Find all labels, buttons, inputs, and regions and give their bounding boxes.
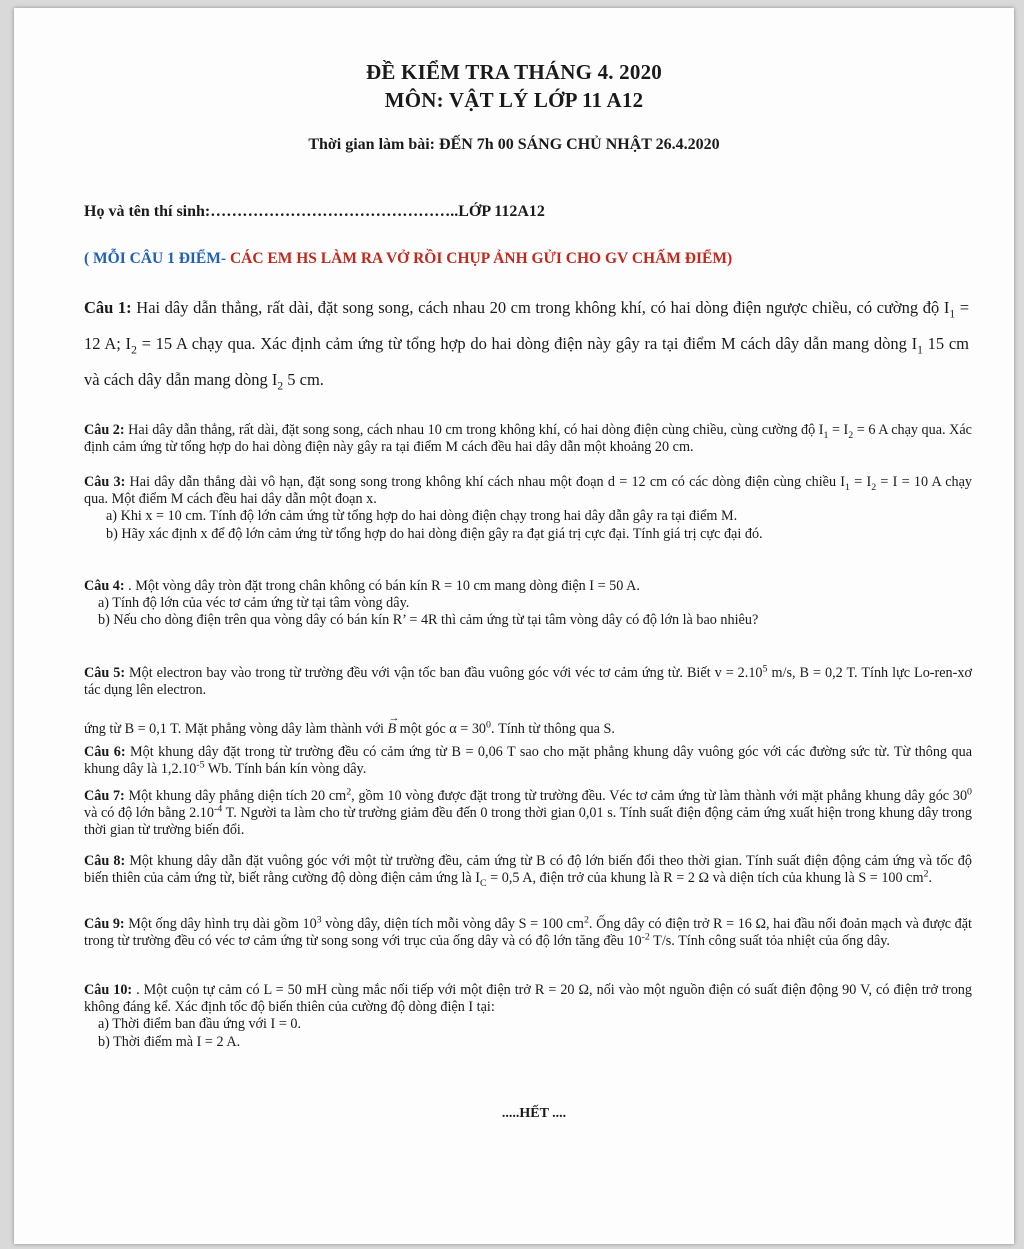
question-7: Câu 7: Một khung dây phẳng diện tích 20 $cm^2$, gồm 10 vòng được đặt trong từ trường đều. Véc tơ cảm ứng từ làm thành với mặt phẳng khung dây góc $30^0$ và có độ lớn bằng $2.10^{-4}$ T. Người ta làm cho từ trường giảm đều đến 0 trong thời gian 0,01 s. Tính suất điện động cảm ứng xuất hiện trong khung dây trong thời gian từ trường biến đổi. — [84, 786, 973, 839]
student-name-line: Họ và tên thí sinh:………………………………………..LỚP 112A12 — [84, 203, 545, 220]
question-label: Câu 4: — [84, 578, 125, 594]
question-2: Câu 2: Hai dây dẫn thẳng, rất dài, đặt song song, cách nhau 10 cm trong không khí, có hai dòng điện cùng chiều, cùng cường độ $I_1 = I_2 = 6$ A chạy qua. Xác định cảm ứng từ tổng hợp do hai dòng điện này gây ra tại điểm M cách đều hai dây dẫn một khoảng 20 cm. — [84, 422, 972, 456]
question-4-part-a: a) Tính độ lớn của véc tơ cảm ứng từ tại tâm vòng dây. — [98, 595, 410, 612]
question-10: Câu 10: . Một cuộn tự cảm có L = 50 mH cùng mắc nối tiếp với một điện trở R = 20 Ω, nối vào một nguồn điện có suất điện động 90 V, có điện trở trong không đáng kể. Xác định tốc độ biến thiên của cường độ dòng điện I tại: a) Thời điểm ban đầu ứng với I = 0. b) Thời điểm mà I = 2 A. — [84, 982, 972, 1050]
question-4-part-b: b) Nếu cho dòng điện trên qua vòng dây có bán kín R’ = 4R thì cảm ứng từ tại tâm vòng dây có độ lớn là bao nhiêu? — [98, 612, 759, 629]
question-label: Câu 2: — [84, 422, 125, 438]
question-label: Câu 6: — [84, 744, 126, 760]
question-10-part-a: a) Thời điểm ban đầu ứng với I = 0. — [98, 1016, 302, 1033]
stray-fragment: ứng từ B = 0,1 T. Mặt phẳng vòng dây làm thành với → B một góc $\alpha = 30^0$. Tính từ thông qua S. — [84, 712, 615, 737]
subject-title: MÔN: VẬT LÝ LỚP 11 A12 — [384, 88, 644, 112]
exam-title: ĐỀ KIỂM TRA THÁNG 4. 2020 — [366, 60, 662, 84]
question-label: Câu 10: — [84, 982, 133, 998]
question-3-part-a: a) Khi x = 10 cm. Tính độ lớn cảm ứng từ tổng hợp do hai dòng điện chạy trong hai dây dẫn gây ra tại điểm M. — [106, 508, 738, 525]
note-score: ( MỖI CÂU 1 ĐIỂM- — [84, 250, 230, 267]
question-1: Câu 1: Hai dây dẫn thẳng, rất dài, đặt song song, cách nhau 20 cm trong không khí, có hai dòng điện ngược chiều, có cường độ $I_1 = 12$ A; $I_2 = 15$ A chạy qua. Xác định cảm ứng từ tổng hợp do hai dòng điện này gây ra tại điểm M cách dây dẫn mang dòng $I_1$ 15 cm và cách dây dẫn mang dòng $I_2$ 5 cm. — [84, 298, 970, 393]
question-label: Câu 3: — [84, 474, 126, 490]
question-label: Câu 5: — [84, 665, 126, 681]
question-8: Câu 8: Một khung dây dẫn đặt vuông góc với một từ trường đều, cảm ứng từ B có độ lớn biến đổi theo thời gian. Tính suất điện động cảm ứng và tốc độ biến thiên của cảm ứng từ, biết rằng cường độ dòng điện cảm ứng là $I_C = 0,5$ A, điện trở của khung là R = 2 Ω và diện tích của khung là S = 100 $cm^2$. — [84, 853, 972, 890]
question-9: Câu 9: Một ống dây hình trụ dài gồm $10^3$ vòng dây, diện tích mỗi vòng dây S = 100 $cm^2$. Ống dây có điện trở R = 16 Ω, hai đầu nối đoản mạch và được đặt trong từ trường đều có véc tơ cảm ứng từ song song với trục của ống dây và có độ lớn tăng đều $10^{-2}$ T/s. Tính công suất tỏa nhiệt của ống dây. — [84, 914, 972, 950]
instruction-note — [84, 250, 732, 268]
question-3: Câu 3: Hai dây dẫn thẳng dài vô hạn, đặt song song trong không khí cách nhau một đoạn d = 12 cm có các dòng điện cùng chiều $I_1 = I_2 = I = 10$ A chạy qua. Một điểm M cách đều hai dây dẫn một đoạn x. a) Khi x = 10 cm. Tính độ lớn cảm ứng từ tổng hợp do hai dòng điện chạy trong hai dây dẫn gây ra tại điểm M. b) Hãy xác định x để độ lớn cảm ứng từ tổng hợp do hai dòng điện gây ra đạt giá trị cực đại. Tính giá trị cực đại đó. — [84, 474, 972, 542]
exam-page — [14, 8, 1014, 1244]
question-label: Câu 7: — [84, 788, 125, 804]
end-marker: .....HẾT .... — [501, 1106, 567, 1121]
vector-b: → B — [387, 712, 400, 737]
question-10-part-b: b) Thời điểm mà I = 2 A. — [98, 1033, 241, 1050]
note-instruction: CÁC EM HS LÀM RA VỞ RỒI CHỤP ẢNH GỬI CHO GV CHẤM ĐIỂM) — [229, 250, 733, 267]
question-label: Câu 9: — [84, 916, 125, 932]
question-3-part-b: b) Hãy xác định x để độ lớn cảm ứng từ tổng hợp do hai dòng điện gây ra đạt giá trị cực đại. Tính giá trị cực đại đó. — [106, 525, 763, 542]
question-label: Câu 8: — [84, 853, 126, 869]
question-5: Câu 5: Một electron bay vào trong từ trường đều với vận tốc ban đầu vuông góc với véc tơ cảm ứng từ. Biết $v = 2.10^5$ m/s, B = 0,2 T. Tính lực Lo-ren-xơ tác dụng lên electron. — [84, 663, 972, 699]
question-label: Câu 1: — [84, 298, 132, 317]
question-6: Câu 6: Một khung dây đặt trong từ trường đều có cảm ứng từ B = 0,06 T sao cho mặt phẳng khung dây vuông góc với các đường sức từ. Từ thông qua khung dây là $1,2.10^{-5}$ Wb. Tính bán kín vòng dây. — [84, 744, 972, 778]
question-4: Câu 4: . Một vòng dây tròn đặt trong chân không có bán kín R = 10 cm mang dòng điện I = 50 A. a) Tính độ lớn của véc tơ cảm ứng từ tại tâm vòng dây. b) Nếu cho dòng điện trên qua vòng dây có bán kín R’ = 4R thì cảm ứng từ tại tâm vòng dây có độ lớn là bao nhiêu? — [84, 578, 972, 630]
time-limit: Thời gian làm bài: ĐẾN 7h 00 SÁNG CHỦ NHẬT 26.4.2020 — [308, 136, 720, 153]
